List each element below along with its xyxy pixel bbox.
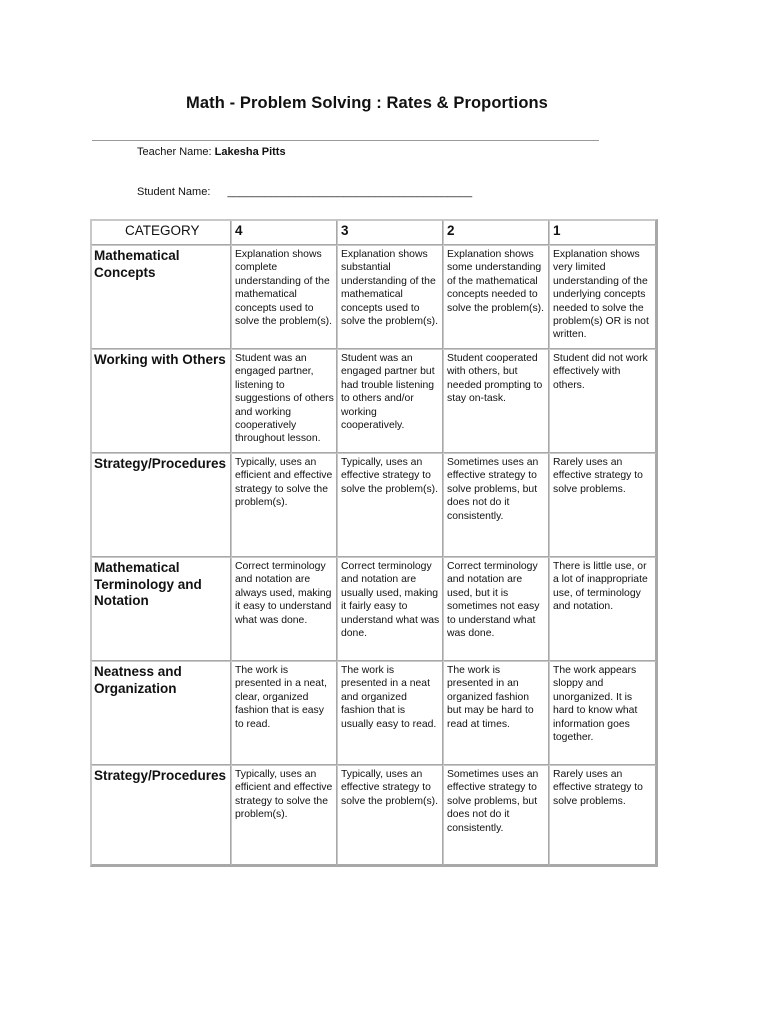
rubric-cell: Rarely uses an effective strategy to solve problems. [549, 453, 656, 557]
rubric-cell: The work is presented in a neat, clear, organized fashion that is easy to read. [231, 661, 337, 765]
title-divider [92, 140, 599, 141]
rubric-cell: The work is presented in a neat and organized fashion that is usually easy to read. [337, 661, 443, 765]
rubric-row [91, 661, 656, 765]
rubric-cell: The work appears sloppy and unorganized. It is hard to know what information goes together. [549, 661, 656, 765]
rubric-cell: The work is presented in an organized fashion but may be hard to read at times. [443, 661, 549, 765]
rubric-cell: Correct terminology and notation are used, but it is sometimes not easy to understand what was done. [443, 557, 549, 661]
teacher-name: Lakesha Pitts [214, 146, 286, 158]
row-category: Neatness and Organization [91, 661, 231, 765]
rubric-cell: Sometimes uses an effective strategy to solve problems, but does not do it consistently. [443, 765, 549, 865]
rubric-cell: Typically, uses an effective strategy to solve the problem(s). [337, 765, 443, 865]
rubric-cell: Explanation shows substantial understanding of the mathematical concepts used to solve the problem(s). [337, 245, 443, 349]
header-level-4: 4 [231, 220, 337, 245]
rubric-cell: Explanation shows very limited understanding of the underlying concepts needed to solve the problem(s) OR is not written. [549, 245, 656, 349]
rubric-row [91, 557, 656, 661]
teacher-label: Teacher Name: [137, 146, 212, 158]
rubric-cell: Correct terminology and notation are usually used, making it fairly easy to understand what was done. [337, 557, 443, 661]
rubric-cell: Student did not work effectively with others. [549, 349, 656, 453]
rubric-row [91, 453, 656, 557]
rubric-cell: Rarely uses an effective strategy to solve problems. [549, 765, 656, 865]
header-level-2: 2 [443, 220, 549, 245]
row-category: Working with Others [91, 349, 231, 453]
rubric-row [91, 765, 656, 865]
rubric-row [91, 349, 656, 453]
rubric-cell: Typically, uses an efficient and effective strategy to solve the problem(s). [231, 765, 337, 865]
rubric-cell: Sometimes uses an effective strategy to solve problems, but does not do it consistently. [443, 453, 549, 557]
teacher-line [137, 146, 286, 158]
rubric-header-row [91, 220, 656, 245]
header-level-3: 3 [337, 220, 443, 245]
student-line [137, 186, 472, 198]
student-label: Student Name: [137, 186, 211, 198]
student-name-blank: ________________________________________ [227, 186, 473, 198]
page-title: Math - Problem Solving : Rates & Proportions [186, 94, 548, 112]
row-category: Strategy/Procedures [91, 765, 231, 865]
rubric-cell: Typically, uses an effective strategy to solve the problem(s). [337, 453, 443, 557]
rubric-cell: Student was an engaged partner, listening to suggestions of others and working cooperatively throughout lesson. [231, 349, 337, 453]
row-category: Strategy/Procedures [91, 453, 231, 557]
header-level-1: 1 [549, 220, 656, 245]
rubric-cell: Explanation shows complete understanding of the mathematical concepts used to solve the problem(s). [231, 245, 337, 349]
row-category: Mathematical Terminology and Notation [91, 557, 231, 661]
rubric-cell: Student was an engaged partner but had trouble listening to others and/or working cooperatively. [337, 349, 443, 453]
rubric-cell: There is little use, or a lot of inappropriate use, of terminology and notation. [549, 557, 656, 661]
rubric-cell: Explanation shows some understanding of the mathematical concepts needed to solve the problem(s). [443, 245, 549, 349]
header-category: CATEGORY [91, 220, 231, 245]
rubric-cell: Typically, uses an efficient and effective strategy to solve the problem(s). [231, 453, 337, 557]
rubric-table [90, 219, 658, 867]
rubric-cell: Student cooperated with others, but needed prompting to stay on-task. [443, 349, 549, 453]
rubric-row [91, 245, 656, 349]
rubric-cell: Correct terminology and notation are always used, making it easy to understand what was done. [231, 557, 337, 661]
row-category: Mathematical Concepts [91, 245, 231, 349]
